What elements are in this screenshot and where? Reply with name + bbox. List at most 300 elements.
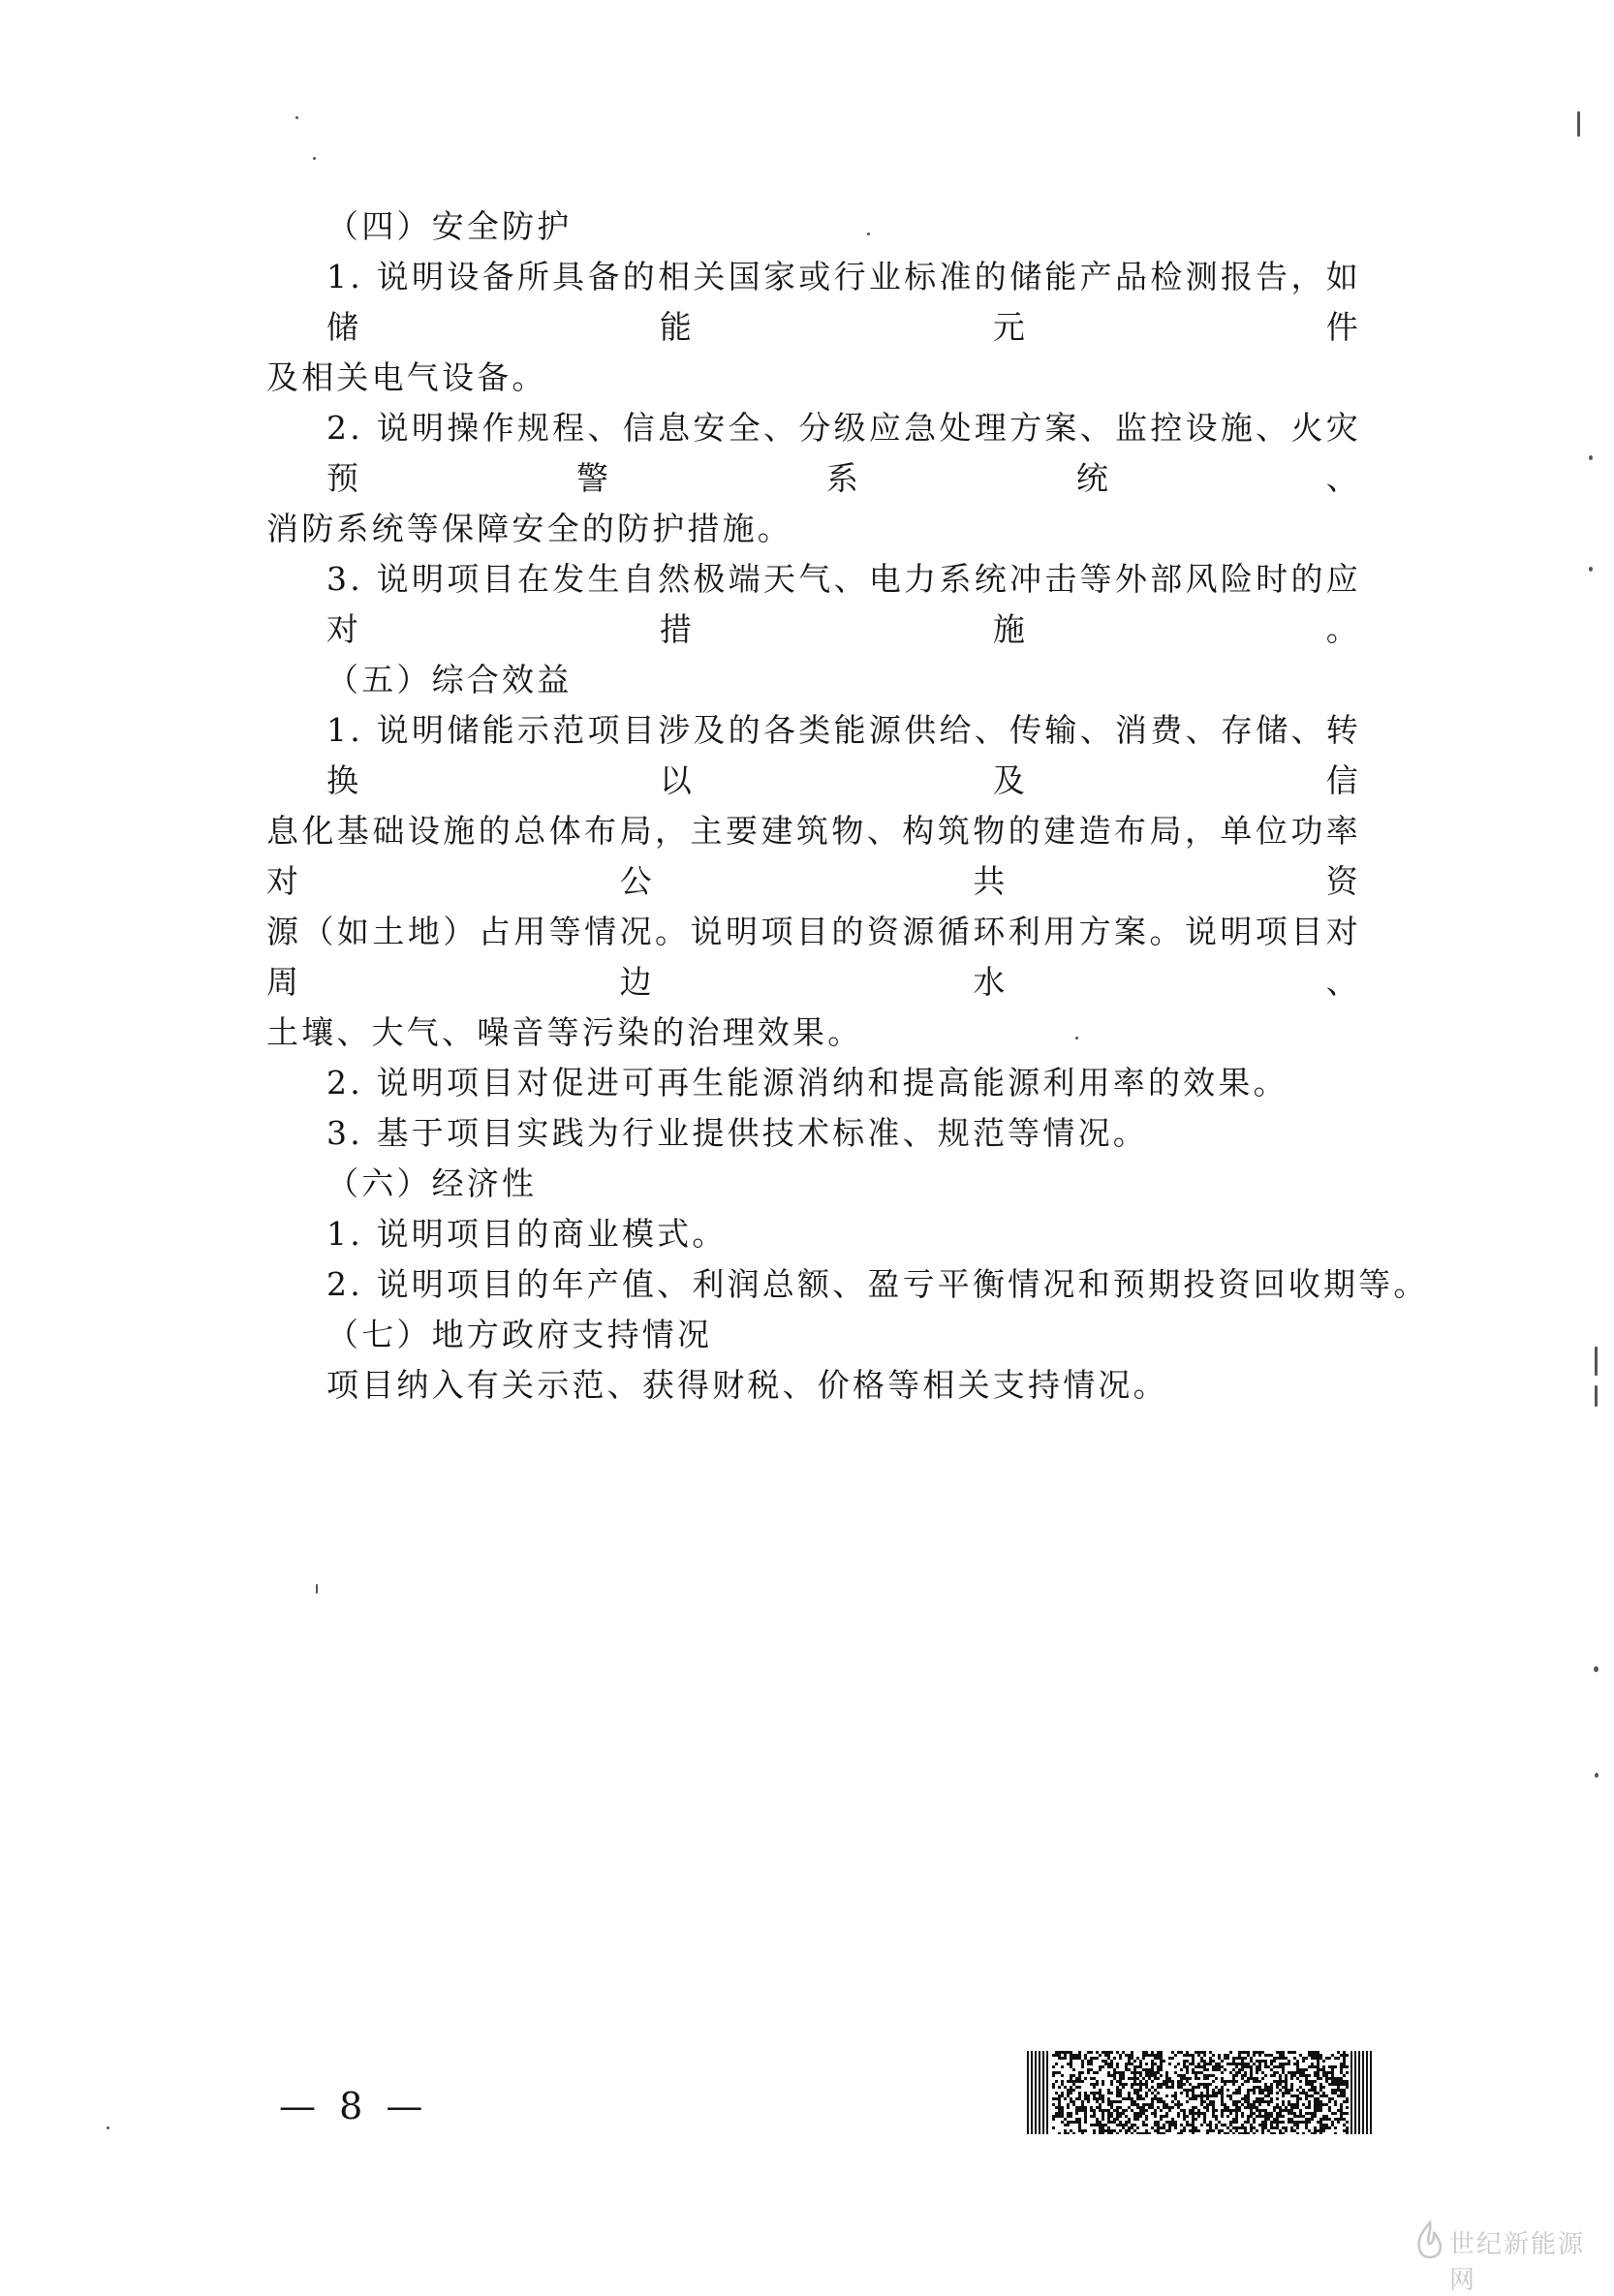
barcode-cell [1192, 2086, 1195, 2089]
barcode-cell [1192, 2060, 1195, 2063]
barcode-cell [1203, 2074, 1206, 2077]
barcode-cell [1247, 2115, 1250, 2118]
barcode-cell [1157, 2126, 1160, 2129]
barcode-cell [1308, 2103, 1311, 2106]
barcode-cell [1133, 2080, 1136, 2083]
barcode-cell [1136, 2132, 1139, 2134]
barcode-cell [1200, 2092, 1203, 2094]
barcode-cell [1267, 2054, 1270, 2057]
barcode-cell [1264, 2074, 1267, 2077]
barcode-cell [1160, 2060, 1163, 2063]
barcode-cell [1282, 2068, 1285, 2071]
barcode-cell [1084, 2118, 1087, 2121]
barcode-cell [1270, 2074, 1273, 2077]
barcode-cell [1064, 2118, 1067, 2121]
barcode-cell [1113, 2109, 1116, 2112]
barcode-cell [1099, 2132, 1102, 2134]
barcode-cell [1314, 2051, 1317, 2054]
barcode-cell [1119, 2074, 1122, 2077]
barcode-cell [1235, 2115, 1238, 2118]
barcode-cell [1334, 2089, 1337, 2092]
barcode-cell [1337, 2057, 1340, 2060]
barcode-cell [1290, 2112, 1293, 2115]
barcode-cell [1113, 2071, 1116, 2074]
barcode-cell [1119, 2124, 1122, 2126]
barcode-cell [1337, 2094, 1340, 2097]
barcode-cell [1154, 2112, 1157, 2115]
barcode-cell [1070, 2060, 1072, 2063]
barcode-cell [1314, 2112, 1317, 2115]
barcode-cell [1212, 2080, 1215, 2083]
barcode-cell [1107, 2121, 1110, 2124]
barcode-cell [1160, 2086, 1163, 2089]
barcode-cell [1308, 2080, 1311, 2083]
barcode-cell [1258, 2068, 1261, 2071]
barcode-cell [1226, 2126, 1229, 2129]
barcode-cell [1290, 2126, 1293, 2129]
barcode-cell [1096, 2100, 1099, 2103]
barcode-cell [1282, 2071, 1285, 2074]
barcode-cell [1104, 2060, 1107, 2063]
barcode-cell [1180, 2103, 1183, 2106]
barcode-cell [1258, 2065, 1261, 2068]
barcode-cell [1212, 2060, 1215, 2063]
barcode-cell [1279, 2132, 1282, 2134]
barcode-cell [1075, 2057, 1078, 2060]
barcode-cell [1183, 2065, 1186, 2068]
barcode-cell [1261, 2060, 1264, 2063]
barcode-cell [1346, 2097, 1349, 2100]
barcode-cell [1177, 2080, 1180, 2083]
barcode-cell [1311, 2063, 1314, 2065]
barcode-cell [1122, 2109, 1125, 2112]
barcode-cell [1122, 2126, 1125, 2129]
barcode-cell [1218, 2065, 1221, 2068]
barcode-cell [1302, 2074, 1305, 2077]
barcode-cell [1305, 2112, 1308, 2115]
barcode-cell [1195, 2077, 1197, 2080]
barcode-cell [1119, 2129, 1122, 2132]
barcode-cell [1322, 2092, 1325, 2094]
barcode-bar [1039, 2051, 1040, 2134]
barcode-cell [1058, 2132, 1061, 2134]
barcode-cell [1102, 2094, 1104, 2097]
barcode-cell [1311, 2080, 1314, 2083]
barcode-cell [1253, 2092, 1256, 2094]
barcode-cell [1093, 2115, 1096, 2118]
barcode-cell [1183, 2054, 1186, 2057]
barcode-cell [1168, 2124, 1171, 2126]
barcode-cell [1241, 2063, 1244, 2065]
barcode-cell [1256, 2115, 1258, 2118]
barcode-cell [1229, 2112, 1232, 2115]
barcode-cell [1160, 2109, 1163, 2112]
barcode-cell [1224, 2109, 1226, 2112]
barcode-cell [1151, 2068, 1154, 2071]
barcode-cell [1308, 2094, 1311, 2097]
barcode-cell [1224, 2054, 1226, 2057]
barcode-cell [1232, 2057, 1235, 2060]
barcode-cell [1142, 2124, 1145, 2126]
barcode-cell [1157, 2054, 1160, 2057]
barcode-cell [1070, 2077, 1072, 2080]
watermark-logo [1411, 2220, 1604, 2295]
barcode-cell [1171, 2100, 1174, 2103]
barcode-cell [1206, 2106, 1209, 2109]
barcode-cell [1165, 2106, 1168, 2109]
barcode-cell [1192, 2063, 1195, 2065]
barcode-cell [1093, 2097, 1096, 2100]
barcode-cell [1195, 2065, 1197, 2068]
barcode-cell [1235, 2121, 1238, 2124]
barcode-cell [1093, 2124, 1096, 2126]
barcode-cell [1145, 2109, 1148, 2112]
barcode-cell [1343, 2092, 1346, 2094]
barcode-cell [1229, 2129, 1232, 2132]
barcode-cell [1261, 2097, 1264, 2100]
barcode-cell [1267, 2092, 1270, 2094]
barcode-cell [1197, 2086, 1200, 2089]
barcode-cell [1058, 2097, 1061, 2100]
barcode-cell [1087, 2100, 1090, 2103]
barcode-cell [1322, 2065, 1325, 2068]
barcode-cell [1346, 2080, 1349, 2083]
barcode-cell [1055, 2071, 1058, 2074]
barcode-cell [1099, 2109, 1102, 2112]
barcode-cell [1273, 2060, 1276, 2063]
barcode-cell [1235, 2074, 1238, 2077]
barcode-cell [1322, 2103, 1325, 2106]
barcode-cell [1334, 2100, 1337, 2103]
barcode-cell [1247, 2051, 1250, 2054]
barcode-cell [1081, 2060, 1084, 2063]
barcode-cell [1285, 2089, 1288, 2092]
barcode-cell [1099, 2103, 1102, 2106]
barcode-cell [1070, 2051, 1072, 2054]
barcode-cell [1075, 2080, 1078, 2083]
barcode-cell [1293, 2121, 1296, 2124]
barcode-cell [1189, 2129, 1192, 2132]
barcode-cell [1221, 2124, 1224, 2126]
barcode-cell [1090, 2106, 1093, 2109]
barcode-cell [1165, 2103, 1168, 2106]
barcode-cell [1311, 2115, 1314, 2118]
barcode-cell [1261, 2051, 1264, 2054]
barcode-cell [1276, 2124, 1279, 2126]
barcode-cell [1078, 2051, 1081, 2054]
barcode-cell [1133, 2060, 1136, 2063]
barcode-cell [1317, 2074, 1319, 2077]
barcode-cell [1203, 2083, 1206, 2086]
barcode-cell [1212, 2092, 1215, 2094]
barcode-cell [1136, 2115, 1139, 2118]
barcode-cell [1276, 2115, 1279, 2118]
barcode-cell [1325, 2057, 1328, 2060]
barcode-cell [1093, 2077, 1096, 2080]
barcode-cell [1340, 2106, 1343, 2109]
barcode-cell [1331, 2071, 1334, 2074]
document-body [266, 202, 1429, 1411]
barcode-cell [1125, 2068, 1128, 2071]
barcode-cell [1308, 2129, 1311, 2132]
barcode-cell [1102, 2051, 1104, 2054]
barcode-cell [1070, 2054, 1072, 2057]
barcode-cell [1340, 2089, 1343, 2092]
barcode-cell [1157, 2065, 1160, 2068]
barcode-cell [1099, 2106, 1102, 2109]
barcode-cell [1070, 2074, 1072, 2077]
barcode-cell [1064, 2051, 1067, 2054]
barcode-cell [1160, 2118, 1163, 2121]
barcode-cell [1157, 2077, 1160, 2080]
barcode-cell [1125, 2124, 1128, 2126]
barcode-cell [1261, 2071, 1264, 2074]
barcode-cell [1122, 2086, 1125, 2089]
barcode-cell [1322, 2126, 1325, 2129]
barcode-cell [1302, 2071, 1305, 2074]
barcode-cell [1119, 2092, 1122, 2094]
barcode-cell [1200, 2065, 1203, 2068]
paragraph-line: 3. 基于项目实践为行业提供技术标准、规范等情况。 [326, 1114, 1148, 1152]
barcode-cell [1102, 2124, 1104, 2126]
barcode-cell [1107, 2063, 1110, 2065]
scan-speck [1577, 111, 1580, 137]
barcode-cell [1221, 2086, 1224, 2089]
barcode-cell [1133, 2115, 1136, 2118]
barcode-cell [1331, 2112, 1334, 2115]
barcode-cell [1058, 2054, 1061, 2057]
barcode-cell [1285, 2106, 1288, 2109]
barcode-cell [1067, 2094, 1070, 2097]
barcode-cell [1322, 2074, 1325, 2077]
barcode-cell [1107, 2132, 1110, 2134]
barcode-cell [1212, 2065, 1215, 2068]
barcode-cell [1110, 2080, 1113, 2083]
barcode-cell [1160, 2057, 1163, 2060]
barcode-cell [1180, 2083, 1183, 2086]
barcode-cell [1186, 2094, 1189, 2097]
barcode-cell [1226, 2054, 1229, 2057]
barcode-cell [1107, 2065, 1110, 2068]
barcode-cell [1203, 2115, 1206, 2118]
barcode-cell [1084, 2057, 1087, 2060]
barcode-cell [1090, 2057, 1093, 2060]
barcode-cell [1078, 2124, 1081, 2126]
barcode-cell [1253, 2051, 1256, 2054]
barcode-cell [1087, 2071, 1090, 2074]
barcode-cell [1247, 2092, 1250, 2094]
barcode-cell [1070, 2121, 1072, 2124]
barcode-cell [1247, 2118, 1250, 2121]
barcode-cell [1232, 2083, 1235, 2086]
barcode-cell [1267, 2100, 1270, 2103]
barcode-cell [1148, 2071, 1151, 2074]
barcode-cell [1308, 2051, 1311, 2054]
barcode-cell [1328, 2083, 1331, 2086]
barcode-cell [1343, 2118, 1346, 2121]
barcode-cell [1157, 2051, 1160, 2054]
barcode-cell [1340, 2077, 1343, 2080]
barcode-cell [1125, 2063, 1128, 2065]
barcode-cell [1064, 2054, 1067, 2057]
barcode-cell [1282, 2109, 1285, 2112]
barcode-cell [1314, 2086, 1317, 2089]
barcode-cell [1131, 2057, 1133, 2060]
barcode-cell [1145, 2068, 1148, 2071]
barcode-cell [1244, 2094, 1247, 2097]
barcode-cell [1314, 2109, 1317, 2112]
barcode-cell [1229, 2121, 1232, 2124]
barcode-cell [1276, 2103, 1279, 2106]
barcode-cell [1192, 2132, 1195, 2134]
barcode-cell [1308, 2074, 1311, 2077]
barcode-cell [1282, 2051, 1285, 2054]
barcode-cell [1282, 2115, 1285, 2118]
barcode-cell [1264, 2083, 1267, 2086]
barcode-cell [1253, 2126, 1256, 2129]
barcode-cell [1276, 2057, 1279, 2060]
barcode-cell [1180, 2086, 1183, 2089]
barcode-cell [1334, 2103, 1337, 2106]
barcode-cell [1247, 2080, 1250, 2083]
barcode-cell [1084, 2106, 1087, 2109]
barcode-cell [1270, 2121, 1273, 2124]
barcode-cell [1189, 2054, 1192, 2057]
barcode-cell [1261, 2115, 1264, 2118]
barcode-cell [1238, 2057, 1241, 2060]
barcode-cell [1244, 2057, 1247, 2060]
barcode-cell [1322, 2068, 1325, 2071]
barcode-cell [1192, 2112, 1195, 2115]
barcode-cell [1314, 2129, 1317, 2132]
barcode-cell [1226, 2089, 1229, 2092]
barcode-cell [1343, 2089, 1346, 2092]
barcode-cell [1119, 2112, 1122, 2115]
barcode-cell [1241, 2124, 1244, 2126]
barcode-cell [1072, 2080, 1075, 2083]
barcode-cell [1238, 2089, 1241, 2092]
barcode-cell [1128, 2126, 1131, 2129]
barcode-cell [1319, 2121, 1322, 2124]
barcode-cell [1343, 2065, 1346, 2068]
barcode-cell [1192, 2094, 1195, 2097]
paragraph-line: 消防系统等保障安全的防护措施。 [266, 510, 792, 547]
barcode-cell [1142, 2109, 1145, 2112]
barcode-cell [1052, 2086, 1055, 2089]
barcode-cell [1314, 2126, 1317, 2129]
barcode-cell [1078, 2106, 1081, 2109]
barcode-cell [1165, 2121, 1168, 2124]
barcode-cell [1165, 2094, 1168, 2097]
barcode-cell [1157, 2092, 1160, 2094]
barcode-cell [1189, 2077, 1192, 2080]
barcode-cell [1218, 2089, 1221, 2092]
barcode-cell [1250, 2065, 1253, 2068]
barcode-cell [1180, 2092, 1183, 2094]
barcode-cell [1296, 2124, 1299, 2126]
barcode-cell [1331, 2077, 1334, 2080]
barcode-cell [1177, 2106, 1180, 2109]
barcode-cell [1052, 2126, 1055, 2129]
barcode-cell [1317, 2068, 1319, 2071]
barcode-cell [1192, 2121, 1195, 2124]
barcode-cell [1154, 2121, 1157, 2124]
barcode-cell [1113, 2129, 1116, 2132]
barcode-cell [1282, 2103, 1285, 2106]
barcode-cell [1273, 2121, 1276, 2124]
paragraph-line: 1. 说明项目的商业模式。 [326, 1215, 728, 1253]
barcode-cell [1139, 2089, 1142, 2092]
barcode-cell [1212, 2106, 1215, 2109]
paragraph-line: 土壤、大气、噪音等污染的治理效果。 [266, 1013, 863, 1051]
barcode-cell [1183, 2109, 1186, 2112]
barcode-cell [1157, 2071, 1160, 2074]
barcode-cell [1299, 2071, 1302, 2074]
barcode-cell [1177, 2063, 1180, 2065]
barcode-cell [1113, 2077, 1116, 2080]
barcode-cell [1128, 2106, 1131, 2109]
barcode-cell [1099, 2129, 1102, 2132]
barcode-cell [1142, 2106, 1145, 2109]
barcode-cell [1282, 2057, 1285, 2060]
barcode-cell [1186, 2100, 1189, 2103]
barcode-cell [1075, 2112, 1078, 2115]
barcode-cell [1067, 2112, 1070, 2115]
barcode-cell [1052, 2097, 1055, 2100]
barcode-cell [1148, 2089, 1151, 2092]
barcode-cell [1270, 2124, 1273, 2126]
barcode-cell [1192, 2126, 1195, 2129]
barcode-cell [1290, 2109, 1293, 2112]
barcode-cell [1131, 2054, 1133, 2057]
barcode-cell [1334, 2092, 1337, 2094]
barcode-cell [1133, 2129, 1136, 2132]
barcode-cell [1125, 2129, 1128, 2132]
barcode-cell [1317, 2057, 1319, 2060]
barcode-cell [1107, 2057, 1110, 2060]
barcode-cell [1209, 2074, 1212, 2077]
barcode-cell [1258, 2092, 1261, 2094]
barcode-cell [1305, 2121, 1308, 2124]
barcode-cell [1290, 2118, 1293, 2121]
barcode-cell [1096, 2080, 1099, 2083]
paragraph-line: 2. 说明项目的年产值、利润总额、盈亏平衡情况和预期投资回收期等。 [326, 1265, 1429, 1303]
barcode-cell [1206, 2132, 1209, 2134]
barcode-cell [1165, 2077, 1168, 2080]
barcode-cell [1148, 2068, 1151, 2071]
barcode-cell [1072, 2057, 1075, 2060]
barcode-cell [1212, 2129, 1215, 2132]
barcode-cell [1203, 2068, 1206, 2071]
paragraph-line: 项目纳入有关示范、获得财税、价格等相关支持情况。 [326, 1366, 1168, 1404]
barcode-cell [1285, 2063, 1288, 2065]
barcode-cell [1282, 2126, 1285, 2129]
barcode-cell [1264, 2126, 1267, 2129]
barcode-cell [1317, 2054, 1319, 2057]
barcode-cell [1078, 2074, 1081, 2077]
barcode-cell [1192, 2068, 1195, 2071]
barcode-cell [1154, 2089, 1157, 2092]
barcode-cell [1160, 2068, 1163, 2071]
barcode-cell [1072, 2100, 1075, 2103]
barcode-cell [1119, 2121, 1122, 2124]
barcode-cell [1110, 2074, 1113, 2077]
barcode-cell [1125, 2115, 1128, 2118]
barcode-cell [1279, 2106, 1282, 2109]
barcode-cell [1319, 2129, 1322, 2132]
barcode-cell [1078, 2092, 1081, 2094]
barcode-cell [1296, 2103, 1299, 2106]
